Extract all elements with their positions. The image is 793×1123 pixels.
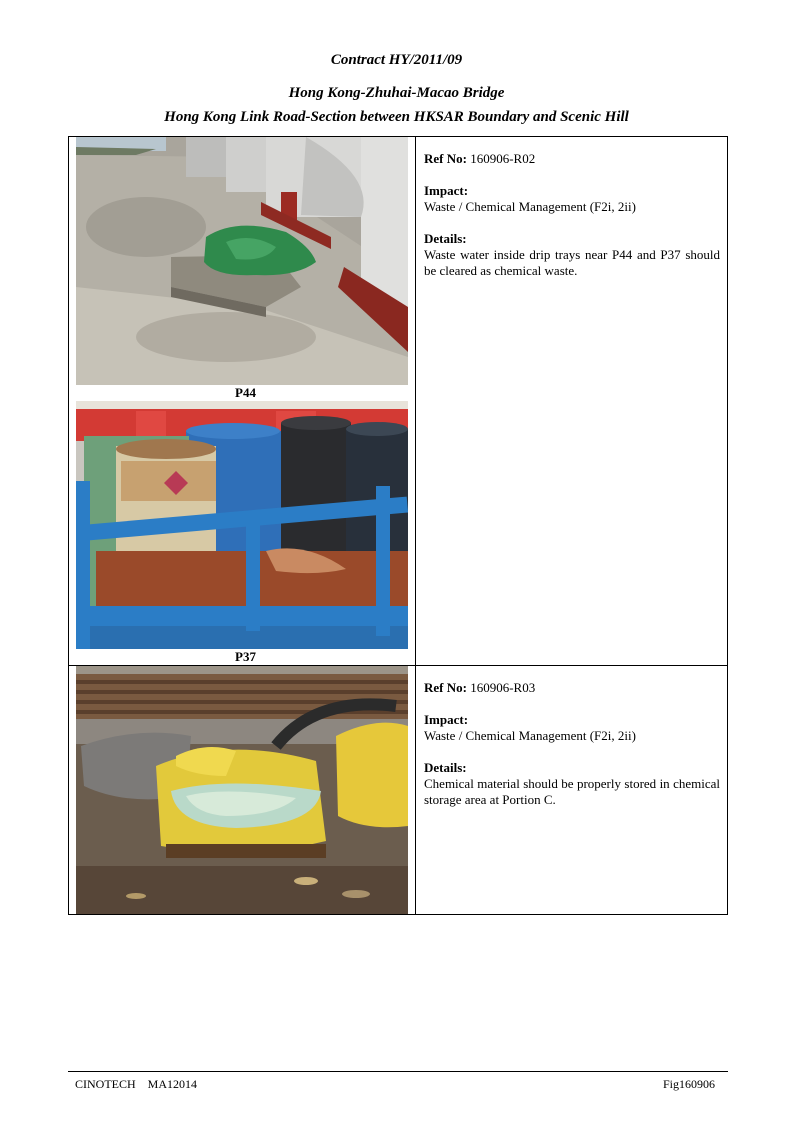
photo-chemical-storage xyxy=(76,666,408,914)
impact-label: Impact: xyxy=(424,183,469,198)
contract-title: Contract HY/2011/09 xyxy=(330,52,463,68)
footer-divider xyxy=(68,1071,728,1072)
table-row xyxy=(69,666,728,915)
footer-left xyxy=(75,1077,197,1092)
record-info-r03 xyxy=(416,666,728,915)
record-info-r02 xyxy=(416,137,728,666)
impact-text: Waste / Chemical Management (F2i, 2ii) xyxy=(424,199,636,214)
ref-label: Ref No: xyxy=(424,151,467,166)
ref-label: Ref No: xyxy=(424,680,467,695)
ref-number: 160906-R02 xyxy=(470,151,536,166)
ref-number: 160906-R03 xyxy=(470,680,536,695)
impact-label: Impact: xyxy=(424,712,469,727)
photo-p44 xyxy=(76,137,408,385)
details-text: Waste water inside drip trays near P44 and P37 should be cleared as chemical waste. xyxy=(424,247,720,278)
photo-caption-p44: P44 xyxy=(235,385,256,400)
details-label: Details: xyxy=(424,231,467,246)
section-title: Hong Kong Link Road-Section between HKSAR Boundary and Scenic Hill xyxy=(164,109,629,125)
photo-p37 xyxy=(76,401,408,649)
photo-caption-p37: P37 xyxy=(235,649,256,664)
details-text: Chemical material should be properly stored in chemical storage area at Portion C. xyxy=(424,776,720,807)
photo-cell xyxy=(69,666,416,915)
photo-cell xyxy=(69,137,416,666)
footer-ref: MA12014 xyxy=(147,1077,198,1091)
table-row xyxy=(69,137,728,666)
observation-table xyxy=(68,136,728,915)
details-label: Details: xyxy=(424,760,467,775)
footer-figure: Fig160906 xyxy=(662,1077,715,1091)
project-title: Hong Kong-Zhuhai-Macao Bridge xyxy=(288,85,505,101)
footer-company: CINOTECH xyxy=(75,1077,136,1091)
impact-text: Waste / Chemical Management (F2i, 2ii) xyxy=(424,728,636,743)
